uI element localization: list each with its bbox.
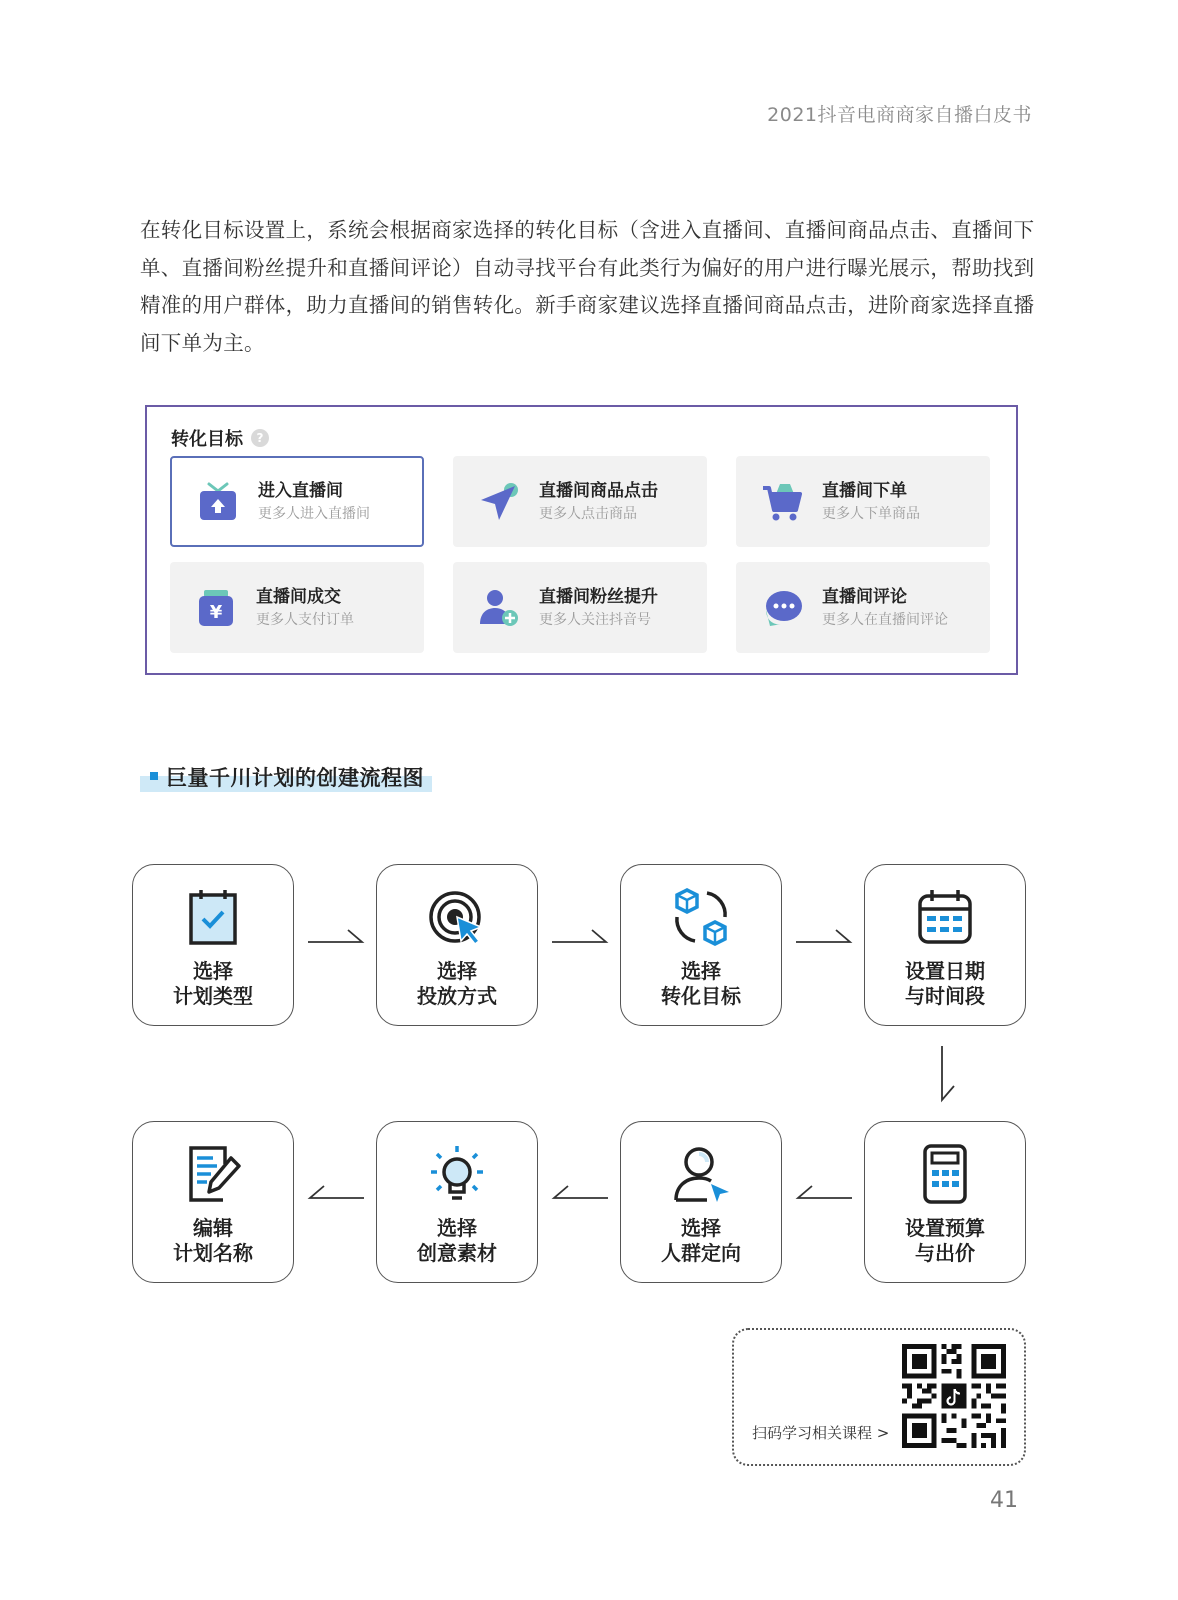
step-label: 设置日期 与时间段 [905, 959, 985, 1008]
chat-bubble-icon [760, 586, 804, 630]
option-title: 直播间成交 [256, 586, 341, 607]
svg-text:¥: ¥ [209, 601, 223, 623]
option-title: 直播间粉丝提升 [539, 586, 658, 607]
step-label: 设置预算 与出价 [905, 1216, 985, 1265]
cube-cycle-icon [671, 887, 731, 947]
option-comment[interactable] [736, 562, 990, 653]
flow-step-date-time [864, 864, 1026, 1026]
step-label: 选择 人群定向 [661, 1216, 741, 1265]
conversion-target-title [171, 425, 269, 451]
flow-arrow-right [306, 928, 366, 948]
flow-step-creative-material [376, 1121, 538, 1283]
flow-arrow-right [550, 928, 610, 948]
cart-icon [760, 480, 804, 524]
qr-caption[interactable]: 扫码学习相关课程 > [752, 1424, 890, 1442]
intro-paragraph: 在转化目标设置上，系统会根据商家选择的转化目标（含进入直播间、直播间商品点击、直播间下单、直播间粉丝提升和直播间评论）自动寻找平台有此类行为偏好的用户进行曝光展示，帮助找到精准的用户群体，助力直播间的销售转化。新手商家建议选择直播间商品点击，进阶商家选择直播间下单为主。 [140, 218, 1035, 355]
step-label: 选择 创意素材 [417, 1216, 497, 1265]
option-title: 进入直播间 [258, 480, 343, 501]
yuan-bag-icon [194, 586, 238, 630]
option-subtitle: 更多人进入直播间 [258, 505, 370, 522]
calculator-icon [915, 1144, 975, 1204]
lightbulb-icon [427, 1144, 487, 1204]
option-title: 直播间下单 [822, 480, 907, 501]
flow-arrow-left [794, 1184, 854, 1204]
option-title: 直播间商品点击 [539, 480, 658, 501]
flow-step-conversion-target [620, 864, 782, 1026]
option-subtitle: 更多人在直播间评论 [822, 611, 948, 628]
section-heading-text: 巨量千川计划的创建流程图 [166, 766, 424, 790]
option-subtitle: 更多人支付订单 [256, 611, 354, 628]
flow-step-plan-type [132, 864, 294, 1026]
option-subtitle: 更多人关注抖音号 [539, 611, 651, 628]
flow-step-audience-targeting [620, 1121, 782, 1283]
option-place-order[interactable] [736, 456, 990, 547]
flow-step-plan-name [132, 1121, 294, 1283]
edit-document-icon [183, 1144, 243, 1204]
flow-arrow-right [794, 928, 854, 948]
step-label: 编辑 计划名称 [173, 1216, 253, 1265]
option-enter-live-room[interactable] [170, 456, 424, 547]
flow-step-delivery-method [376, 864, 538, 1026]
step-label: 选择 投放方式 [417, 959, 497, 1008]
qr-course-box[interactable] [732, 1328, 1026, 1466]
option-title: 直播间评论 [822, 586, 907, 607]
target-cursor-icon [427, 887, 487, 947]
flow-arrow-left [550, 1184, 610, 1204]
option-product-click[interactable] [453, 456, 707, 547]
header-title: 2021抖音电商商家自播白皮书 [767, 104, 1032, 126]
flow-step-budget-bid [864, 1121, 1026, 1283]
option-fans-growth[interactable] [453, 562, 707, 653]
heading-bullet [150, 772, 158, 780]
conversion-title-text: 转化目标 [171, 429, 243, 450]
option-subtitle: 更多人点击商品 [539, 505, 637, 522]
help-icon[interactable]: ? [251, 429, 269, 447]
page-number: 41 [990, 1488, 1018, 1513]
section-heading [140, 762, 432, 794]
qr-code-icon [902, 1344, 1006, 1448]
tv-enter-icon [196, 480, 240, 524]
user-target-icon [671, 1144, 731, 1204]
user-plus-icon [477, 586, 521, 630]
flow-arrow-left [306, 1184, 366, 1204]
pointer-click-icon [477, 480, 521, 524]
flow-arrow-down [934, 1044, 958, 1104]
conversion-target-card [145, 405, 1018, 675]
step-label: 选择 转化目标 [661, 959, 741, 1008]
option-subtitle: 更多人下单商品 [822, 505, 920, 522]
step-label: 选择 计划类型 [173, 959, 253, 1008]
option-transaction[interactable] [170, 562, 424, 653]
calendar-check-icon [183, 887, 243, 947]
calendar-icon [915, 887, 975, 947]
